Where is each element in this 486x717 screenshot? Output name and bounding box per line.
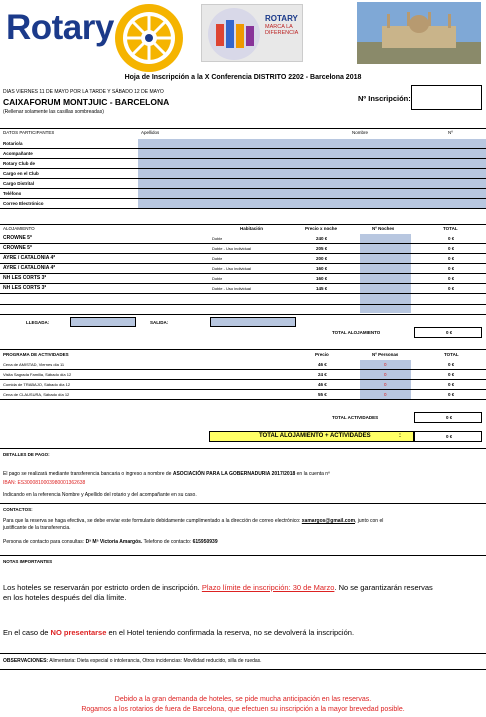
- activities-header: PROGRAMA DE ACTIVIDADES: [3, 352, 69, 357]
- logo2-title: ROTARY: [265, 14, 298, 23]
- room-type: Doble - Uso individual: [212, 286, 251, 291]
- row-divider: [0, 389, 486, 390]
- row-divider: [0, 314, 486, 315]
- nights-field[interactable]: [360, 264, 411, 273]
- lodging-row-total: 0 €: [448, 236, 455, 241]
- room-type: Doble: [212, 236, 223, 241]
- lodging-total-value: 0 €: [446, 330, 453, 335]
- row-divider: [0, 208, 486, 209]
- activity-name: Cena de CLAUSURA, Sábado día 12: [3, 392, 70, 397]
- room-price: 160 €: [316, 266, 328, 271]
- activities-total-value: 0 €: [446, 415, 453, 420]
- notes-heading: NOTAS IMPORTANTES: [3, 559, 53, 564]
- hotel-name: NH LES CORTS 3*: [3, 275, 47, 281]
- footer-line-1: Debido a la gran demanda de hoteles, se pide mucha anticipación en las reservas.: [114, 696, 372, 703]
- activity-persons: 0: [384, 392, 387, 397]
- footer-line-2: Rogamos a los rotarios de fuera de Barcelona, que efectuen su inscripción a la mayor brevedad posible.: [81, 706, 405, 713]
- nights-field[interactable]: [360, 254, 411, 263]
- row-divider: [0, 379, 486, 380]
- event-venue: CAIXAFORUM MONTJUIC - BARCELONA: [3, 97, 170, 107]
- lodging-total-label: TOTAL ALOJAMIENTO: [332, 330, 381, 335]
- arrival-label: LLEGADA:: [26, 320, 50, 325]
- lodging-row-total: 0 €: [448, 286, 455, 291]
- contacts-heading: CONTACTOS:: [3, 507, 33, 512]
- inscription-number-field[interactable]: [411, 85, 482, 110]
- fill-instruction: (Rellenar solamente las casillas sombreadas): [3, 109, 104, 115]
- hotel-name: AYRE / CATALONIA 4*: [3, 265, 56, 271]
- participant-row-field[interactable]: [138, 199, 486, 208]
- lodging-row-total: 0 €: [448, 276, 455, 281]
- room-price: 160 €: [316, 276, 328, 281]
- apellidos-header: Apellidos: [141, 130, 160, 135]
- participant-row-field[interactable]: [138, 149, 486, 158]
- participant-row-field[interactable]: [138, 179, 486, 188]
- contacts-text-2: justificante de la transferencia.: [3, 525, 71, 531]
- nights-field[interactable]: [360, 244, 411, 253]
- row-divider: [0, 399, 486, 400]
- activity-name: Visita Sagrada Familia, Sábado día 12: [3, 372, 72, 377]
- grand-total-value: 0 €: [446, 434, 453, 439]
- activity-row-total: 0 €: [448, 372, 455, 377]
- activity-total-header: TOTAL: [444, 352, 459, 357]
- hotel-name: CROWNE 5*: [3, 245, 32, 251]
- participant-row-label: Rotario/a: [3, 141, 23, 146]
- notes-paragraph-1: Los hoteles se reservarán por estricto orden de inscripción. Plazo límite de inscripción: 30 de Marzo. No se garantizarán reservas en los hoteles después del día límite.: [3, 583, 433, 602]
- notes-paragraph-2: En el caso de NO presentarse en el Hotel teniendo confirmada la reserva, no se devolverá la inscripción.: [3, 628, 355, 637]
- row-divider: [0, 253, 486, 254]
- logo2-subtitle: MARCA LA DIFERENCIA: [265, 24, 299, 36]
- activity-row-total: 0 €: [448, 382, 455, 387]
- room-price: 205 €: [316, 246, 328, 251]
- participant-row-field[interactable]: [138, 139, 486, 148]
- hotel-name: AYRE / CATALONIA 4*: [3, 255, 56, 261]
- activities-total-label: TOTAL ACTIVIDADES: [332, 415, 379, 420]
- arrival-date-field[interactable]: [70, 317, 136, 327]
- participant-row-label: Teléfono: [3, 191, 22, 196]
- departure-date-field[interactable]: [210, 317, 296, 327]
- nights-field[interactable]: [360, 274, 411, 283]
- activity-price: 46 €: [318, 362, 327, 367]
- activity-persons: 0: [384, 382, 387, 387]
- lodging-row-total: 0 €: [448, 266, 455, 271]
- activity-persons-header: Nº Personas: [372, 352, 399, 357]
- grand-total-label: TOTAL ALOJAMIENTO + ACTIVIDADES: [259, 433, 371, 439]
- lodging-row-total: 0 €: [448, 246, 455, 251]
- activity-name: Comida de TRABAJO, Sábado día 12: [3, 382, 71, 387]
- lodging-header: ALOJAMIENTO: [3, 226, 35, 231]
- payment-reference: Indicando en la referencia Nombre y Apellido del rotario y del acompañante en su caso.: [3, 492, 197, 498]
- people-logo-icon: [204, 6, 264, 62]
- activity-price-header: Precio: [315, 352, 329, 357]
- form-title: Hoja de Inscripción a la X Conferencia DISTRITO 2202 - Barcelona 2018: [124, 74, 362, 81]
- activity-persons: 0: [384, 372, 387, 377]
- room-type: Doble - Uso individual: [212, 246, 251, 251]
- room-type: Doble: [212, 276, 223, 281]
- room-header: Habitación: [240, 226, 264, 231]
- departure-label: SALIDA:: [150, 320, 169, 325]
- row-divider: [0, 293, 486, 294]
- participant-row-label: Correo Electrónico: [3, 201, 44, 206]
- nights-field[interactable]: [360, 234, 411, 243]
- activity-row-total: 0 €: [448, 392, 455, 397]
- contact-email: xamargos@gmail.com: [301, 518, 356, 524]
- participant-row-label: Cargo en el Club: [3, 171, 39, 176]
- room-type: Doble - Uso individual: [212, 266, 251, 271]
- participant-row-field[interactable]: [138, 159, 486, 168]
- participant-row-label: Rotary Club de: [3, 161, 36, 166]
- room-price: 240 €: [316, 236, 328, 241]
- inscription-number-label: Nº Inscripción:: [358, 94, 411, 103]
- room-type: Doble: [212, 256, 223, 261]
- payment-iban: IBAN: ES3000810003980001362638: [3, 480, 86, 486]
- participants-header: DATOS PARTICIPANTES: [3, 130, 55, 135]
- participant-row-field[interactable]: [138, 169, 486, 178]
- activity-persons: 0: [384, 362, 387, 367]
- contacts-person: Persona de contacto para consultas: Dª Mª Victoria Amargós. Telefono de contacto: 615950939: [3, 539, 218, 545]
- hotel-name: NH LES CORTS 3*: [3, 285, 47, 291]
- activity-price: 55 €: [318, 392, 327, 397]
- observations: OBSERVACIONES: Alimentaria: Dieta especial o intolerancia, Otros incidencias: Movilidad reducido, silla de ruedas.: [3, 658, 262, 664]
- row-divider: [0, 304, 486, 305]
- participant-row-label: Cargo Distrital: [3, 181, 35, 186]
- row-divider: [0, 273, 486, 274]
- contacts-text: Para que la reserva se haga efectiva, se debe enviar este formulario debidamente cumplimentado a la dirección de correo electrónico: xamargos@gmail.com, junto con el: [3, 518, 384, 524]
- activity-name: Cena de AMISTAD, Viernes día 11: [3, 362, 65, 367]
- room-price: 145 €: [316, 286, 328, 291]
- nombre-header: Nombre: [352, 130, 369, 135]
- row-divider: [0, 369, 486, 370]
- lodging-row-total: 0 €: [448, 256, 455, 261]
- activity-row-total: 0 €: [448, 362, 455, 367]
- numero-header: Nº: [448, 130, 453, 135]
- participant-row-label: Acompañante: [3, 151, 33, 156]
- nights-field[interactable]: [360, 284, 411, 293]
- grand-total-colon: :: [399, 433, 401, 439]
- marca-diferencia-logo: [201, 4, 303, 62]
- hotel-name: CROWNE 5*: [3, 235, 32, 241]
- event-dates: DIAS VIERNES 11 DE MAYO POR LA TARDE Y SÁBADO 12 DE MAYO: [3, 89, 164, 95]
- price-header: Precio x noche: [305, 226, 338, 231]
- nights-header: Nº Noches: [372, 226, 395, 231]
- lodging-total-header: TOTAL: [443, 226, 458, 231]
- payment-heading: DETALLES DE PAGO:: [3, 452, 50, 457]
- montjuic-photo-image: [357, 2, 481, 64]
- participant-row-field[interactable]: [138, 189, 486, 198]
- rotary-wheel-icon: [112, 1, 186, 75]
- room-price: 200 €: [316, 256, 328, 261]
- activity-price: 24 €: [318, 372, 327, 377]
- payment-text: El pago se realizará mediante transferencia bancaria o ingreso a nombre de ASOCIACIÓN PARA LA GOBERNADURIA 2017/2018 en la cuenta nº: [3, 471, 330, 477]
- rotary-logo-text: Rotary: [6, 8, 114, 47]
- activity-price: 46 €: [318, 382, 327, 387]
